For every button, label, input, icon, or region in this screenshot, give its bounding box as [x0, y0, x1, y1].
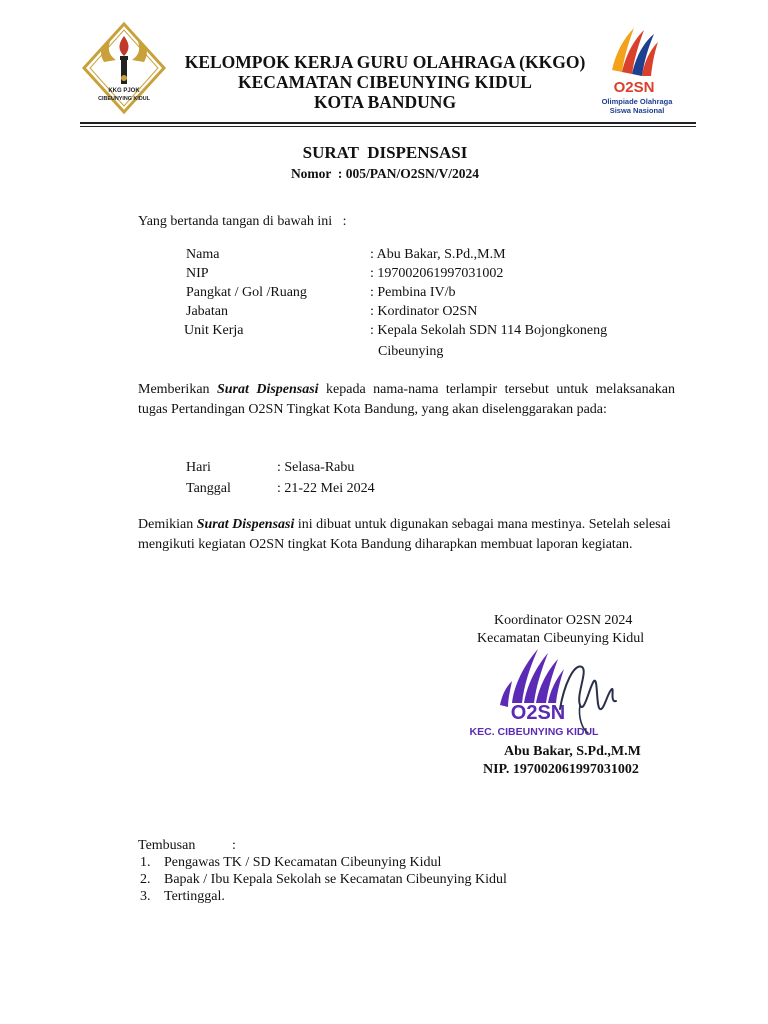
body-paragraph-2	[138, 515, 675, 555]
header-divider-thin	[80, 126, 696, 127]
body2-post: ini dibuat untuk digunakan sebagai mana mestinya. Setelah selesai mengikuti kegiatan O2SN tingkat Kota Bandung diharapkan membuat laporan kegiatan.	[138, 517, 675, 552]
identity-label-nip: NIP	[186, 266, 209, 281]
tembusan-heading: Tembusan	[138, 838, 196, 853]
kkg-logo-top-text: KKG PJOK	[108, 88, 140, 94]
identity-value-unit: : Kepala Sekolah SDN 114 Bojongkoneng	[370, 323, 608, 338]
letter-title: SURAT DISPENSASI	[302, 143, 468, 162]
identity-value-position: : Kordinator O2SN	[370, 304, 478, 319]
header-divider-thick	[80, 122, 696, 124]
body1-post: kepada nama-nama terlampir tersebut untuk melaksanakan tugas Pertandingan O2SN Tingkat Kota Bandung, yang akan diselenggarakan pada:	[138, 382, 679, 417]
schedule-value-date: : 21-22 Mei 2024	[277, 481, 375, 496]
stamp-text: KEC. CIBEUNYING KIDUL	[469, 726, 599, 738]
letterhead-line-3: KOTA BANDUNG	[313, 92, 457, 112]
letterhead-line-2: KECAMATAN CIBEUNYING KIDUL	[238, 72, 532, 92]
identity-value-unit-cont: Cibeunying	[378, 344, 444, 359]
identity-label-position: Jabatan	[186, 304, 228, 319]
identity-value-name: : Abu Bakar, S.Pd.,M.M	[370, 247, 506, 262]
tembusan-item-3-num: 3.	[140, 889, 151, 904]
identity-label-unit: Unit Kerja	[184, 323, 244, 338]
o2sn-tagline-2: Siswa Nasional	[609, 106, 665, 115]
signature-role-2: Kecamatan Cibeunying Kidul	[477, 631, 645, 646]
stamp-brand: O2SN	[510, 702, 566, 724]
o2sn-logo	[582, 20, 692, 116]
schedule-label-date: Tanggal	[186, 481, 231, 496]
handwritten-signature	[560, 667, 616, 710]
opening-line: Yang bertanda tangan di bawah ini :	[138, 214, 347, 229]
body1-pre: Memberikan	[138, 382, 217, 397]
signature-role-1: Koordinator O2SN 2024	[494, 613, 633, 628]
tembusan-item-3-text: Tertinggal.	[164, 889, 225, 904]
identity-label-name: Nama	[186, 247, 220, 262]
body2-pre: Demikian	[138, 517, 197, 532]
identity-value-nip: : 197002061997031002	[370, 266, 504, 281]
identity-value-rank: : Pembina IV/b	[370, 285, 456, 300]
tembusan-item-1-num: 1.	[140, 855, 151, 870]
tembusan-item-2-num: 2.	[140, 872, 151, 887]
schedule-value-day: : Selasa-Rabu	[277, 460, 355, 475]
schedule-label-day: Hari	[186, 460, 211, 475]
signatory-name: Abu Bakar, S.Pd.,M.M	[504, 744, 641, 759]
body2-emphasis: Surat Dispensasi	[196, 517, 295, 532]
identity-label-rank: Pangkat / Gol /Ruang	[186, 285, 307, 300]
body1-emphasis: Surat Dispensasi	[216, 382, 319, 397]
o2sn-tagline-1: Olimpiade Olahraga	[601, 97, 673, 106]
signatory-nip: NIP. 197002061997031002	[483, 762, 639, 777]
tembusan-item-1-text: Pengawas TK / SD Kecamatan Cibeunying Kidul	[164, 855, 442, 870]
tembusan-colon: :	[232, 838, 236, 853]
official-stamp	[469, 645, 624, 741]
kkg-logo-bottom-text: CIBEUNYING KIDUL	[98, 96, 150, 102]
letterhead-line-1: KELOMPOK KERJA GURU OLAHRAGA (KKGO)	[184, 52, 586, 72]
o2sn-brand-text: O2SN	[613, 79, 655, 96]
letter-number: Nomor : 005/PAN/O2SN/V/2024	[290, 166, 480, 181]
tembusan-item-2-text: Bapak / Ibu Kepala Sekolah se Kecamatan Cibeunying Kidul	[164, 872, 507, 887]
body-paragraph-1	[138, 380, 679, 420]
